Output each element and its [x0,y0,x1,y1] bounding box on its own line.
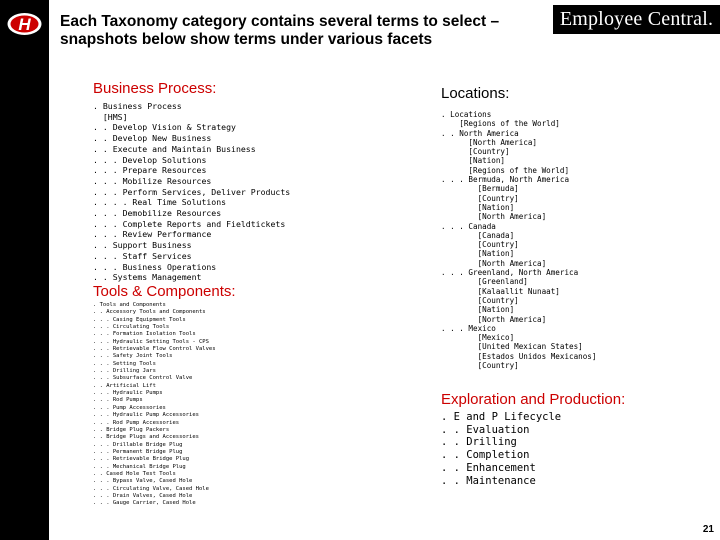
tree-item: . . . Permanent Bridge Plug [93,448,183,455]
exploration-production-tree [441,411,561,487]
tree-item: . . . Casing Equipment Tools [93,316,186,323]
tree-item: [Nation] [441,305,515,315]
tree-item: . . . Pump Accessories [93,404,166,411]
locations-tree [441,110,596,370]
tree-item: . . Systems Management [93,272,202,283]
tree-item: [North America] [441,137,538,147]
tree-item: . . Maintenance [441,474,536,487]
tree-item: . . . Drillable Bridge Plug [93,441,183,448]
tree-item: [Mexico] [441,333,515,343]
business-process-title: Business Process: [93,80,217,97]
tree-item: [North America] [441,314,547,324]
tree-item: . . . Staff Services [93,250,192,261]
tree-item: . . Support Business [93,240,192,251]
tree-item: . . . Mexico [441,323,496,333]
tree-item: [Country] [441,193,519,203]
tree-item: [Country] [441,240,519,250]
tree-item: . . . Greenland, North America [441,268,579,278]
tree-item: . . . Canada [441,221,496,231]
tree-item: . . . Hydraulic Setting Tools - CPS [93,338,209,345]
tree-item: . . . Subsurface Control Valve [93,375,193,382]
tree-item: [Regions of the World] [441,165,570,175]
tree-item: . E and P Lifecycle [441,411,562,423]
tree-item: . . Accessory Tools and Components [93,309,206,316]
tree-item: . . . Formation Isolation Tools [93,331,196,338]
employee-central-brand: Employee Central. [553,5,720,34]
tree-item: . . . Mechanical Bridge Plug [93,463,186,470]
exploration-production-title: Exploration and Production: [441,391,626,408]
tree-item: . . . Review Performance [93,229,212,240]
tree-item: . . Artificial Lift [93,382,156,389]
tools-components-tree [93,302,216,508]
tree-item: [Nation] [441,156,506,166]
tree-item: . . . Develop Solutions [93,154,207,165]
locations-title: Locations: [441,85,510,102]
tree-item: . . . Hydraulic Pump Accessories [93,412,199,419]
tree-item: . . . Retrievable Flow Control Valves [93,346,216,353]
tree-item: . . . Drilling Jars [93,368,156,375]
tree-item: . . . Bermuda, North America [441,175,570,185]
tree-item: . Tools and Components [93,302,166,308]
logo-letter: H [18,15,31,34]
page-number: 21 [702,524,714,535]
tree-item: . . . . Real Time Solutions [93,197,227,208]
tree-item: . . Enhancement [441,461,536,474]
tools-components-title: Tools & Components: [93,283,236,300]
tree-item: . . . Rod Pumps [93,397,143,404]
business-process-tree [93,101,290,283]
tree-item: . . . Prepare Resources [93,165,207,176]
tree-item: [HMS] [93,111,128,122]
tree-item: . . . Business Operations [93,261,217,272]
left-black-bar [0,0,49,540]
tree-item: [United Mexican States] [441,342,583,352]
tree-item: . . North America [441,128,519,138]
tree-item: . . . Rod Pump Accessories [93,419,180,426]
tree-item: . . . Hydraulic Pumps [93,390,163,397]
slide-heading: Each Taxonomy category contains several terms to select –snapshots below show terms under various facets [60,13,500,48]
tree-item: [Greenland] [441,277,528,287]
tree-item: [Regions of the World] [441,119,560,129]
tree-item: . . . Drain Valves, Cased Hole [93,492,193,499]
tree-item: [Kalaallit Nunaat] [441,286,560,296]
tree-item: . . . Circulating Valve, Cased Hole [93,485,209,492]
tree-item: [Nation] [441,202,515,212]
tree-item: [North America] [441,258,547,268]
tree-item: . Business Process [93,101,182,111]
tree-item: [Country] [441,361,519,371]
tree-item: . . . Complete Reports and Fieldtickets [93,218,286,229]
tree-item: [Canada] [441,230,515,240]
tree-item: [Country] [441,295,519,305]
tree-item: [Estados Unidos Mexicanos] [441,351,597,361]
tree-item: . . . Mobilize Resources [93,175,212,186]
tree-item: . . . Demobilize Resources [93,208,222,219]
tree-item: . . Execute and Maintain Business [93,143,256,154]
tree-item: . . . Circulating Tools [93,324,170,331]
tree-item: . . . Bypass Valve, Cased Hole [93,478,193,485]
tree-item: . . . Setting Tools [93,360,156,367]
tree-item: . . Cased Hole Test Tools [93,470,176,477]
tree-item: . . . Retrievable Bridge Plug [93,456,190,463]
tree-item: [Country] [441,147,510,157]
tree-item: . . . Safety Joint Tools [93,353,173,360]
tree-item: . . Evaluation [441,423,530,436]
tree-item: . . . Perform Services, Deliver Products [93,186,291,197]
tree-item: [North America] [441,212,547,222]
company-logo-icon [6,11,43,37]
tree-item: . . . Gauge Carrier, Cased Hole [93,500,196,507]
tree-item: . . Develop Vision & Strategy [93,122,236,133]
tree-item: [Nation] [441,249,515,259]
tree-item: . . Drilling [441,436,517,449]
tree-item: . . Completion [441,449,530,462]
tree-item: [Bermuda] [441,184,519,194]
tree-item: . . Bridge Plug Packers [93,426,170,433]
tree-item: . . Bridge Plugs and Accessories [93,434,199,441]
tree-item: . Locations [441,110,492,119]
tree-item: . . Develop New Business [93,133,212,144]
